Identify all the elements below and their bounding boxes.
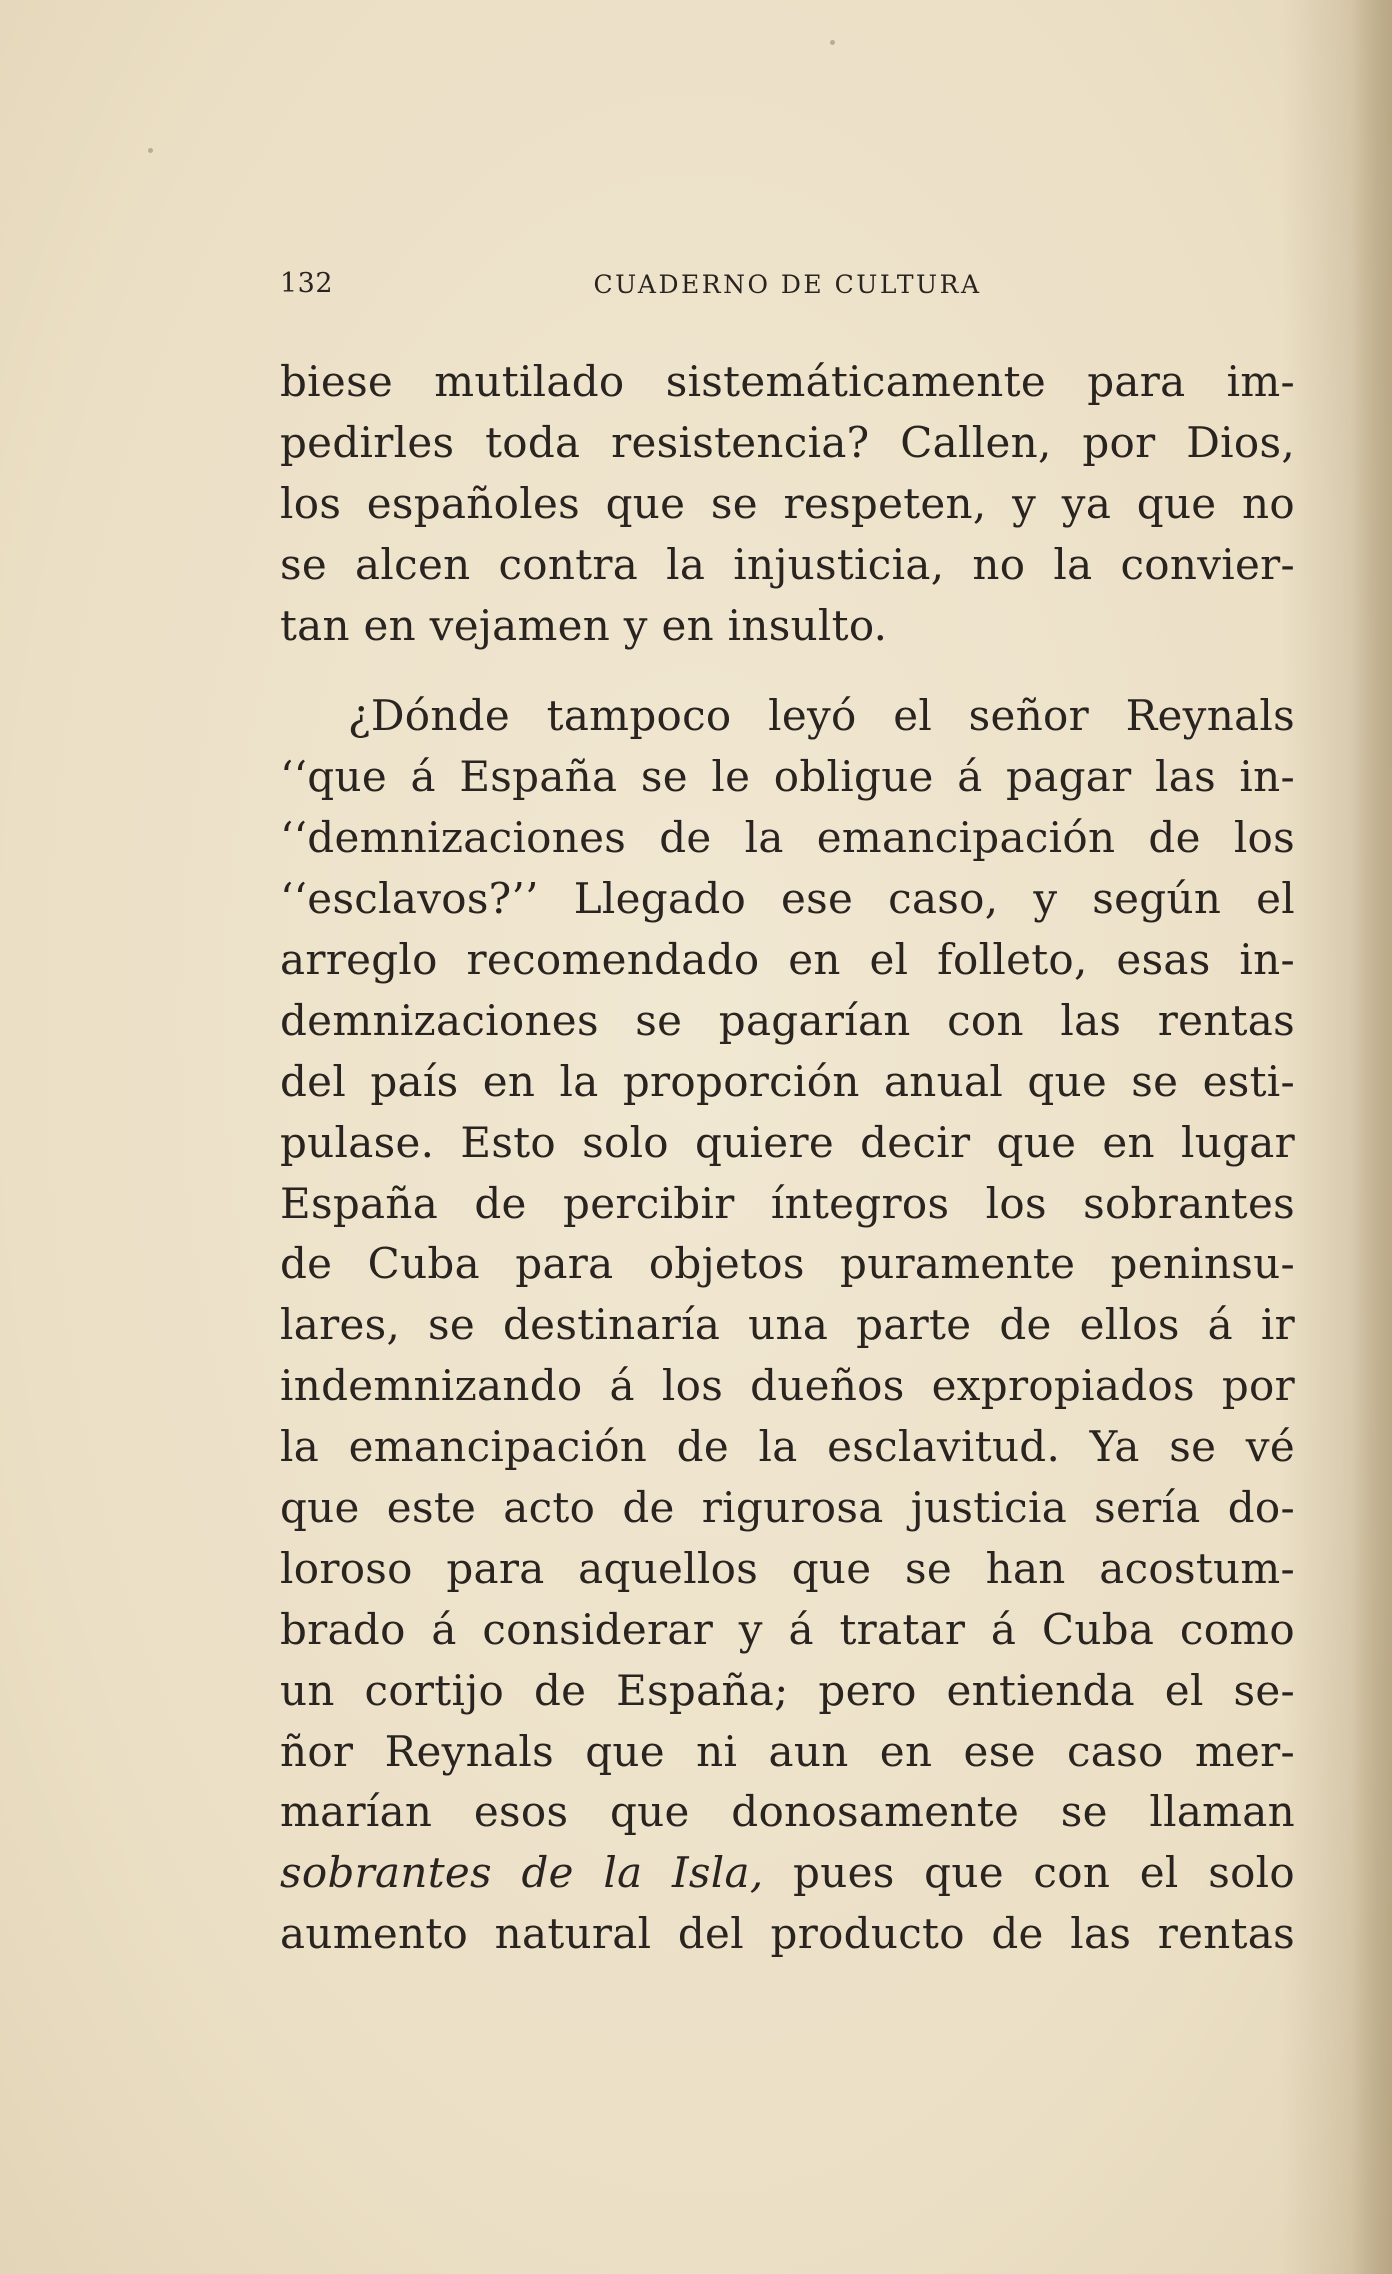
text-line: ñor Reynals que ni aun en ese caso mer- [280,1726,1295,1776]
text-line: ‘‘que á España se le obligue á pagar las in- [280,752,1295,802]
text-line: biese mutilado sistemáticamente para im- [280,357,1295,406]
text-line: arreglo recomendado en el folleto, esas in- [280,935,1295,985]
text-line: tan en vejamen y en insulto. [280,600,888,650]
text-line: aumento natural del producto de las rentas [280,1909,1295,1959]
paper-speck [148,148,153,153]
text-line: pedirles toda resistencia? Callen, por Dios, [280,417,1295,467]
text-fragment: pues que con el solo [763,1848,1295,1898]
paragraph [280,352,1295,656]
text-line-with-italic [280,1843,1295,1904]
paper-speck [830,40,835,45]
text-line: ‘‘demnizaciones de la emancipación de los [280,813,1295,863]
text-line: ‘‘esclavos?’’ Llegado ese caso, y según el [280,874,1295,924]
text-line: del país en la proporción anual que se esti- [280,1056,1295,1106]
text-line: pulase. Esto solo quiere decir que en lugar [280,1117,1295,1167]
text-line: la emancipación de la esclavitud. Ya se vé [280,1422,1295,1472]
running-head: CUADERNO DE CULTURA [593,270,982,299]
body-text [280,352,1295,1965]
text-line: lares, se destinaría una parte de ellos á ir [280,1300,1295,1350]
page-header [280,268,1295,308]
text-line: marían esos que donosamente se llaman [280,1787,1295,1837]
text-line: los españoles que se respeten, y ya que no [280,478,1295,528]
page-edge-shadow [1352,0,1392,2274]
text-line: un cortijo de España; pero entienda el se- [280,1665,1295,1715]
text-line: indemnizando á los dueños expropiados por [280,1361,1295,1411]
text-line: demnizaciones se pagarían con las rentas [280,995,1295,1045]
text-line: brado á considerar y á tratar á Cuba como [280,1604,1295,1654]
italic-phrase: sobrantes de la Isla, [280,1848,764,1898]
text-line: España de percibir íntegros los sobrantes [280,1178,1295,1228]
text-line: de Cuba para objetos puramente peninsu- [280,1239,1295,1289]
text-line: ¿Dónde tampoco leyó el señor Reynals [348,691,1295,741]
paragraph [280,686,1295,1965]
text-line: que este acto de rigurosa justicia sería do- [280,1483,1295,1533]
page-number: 132 [280,268,334,299]
text-line: se alcen contra la injusticia, no la convier- [280,539,1295,589]
text-line: loroso para aquellos que se han acostum- [280,1543,1295,1593]
